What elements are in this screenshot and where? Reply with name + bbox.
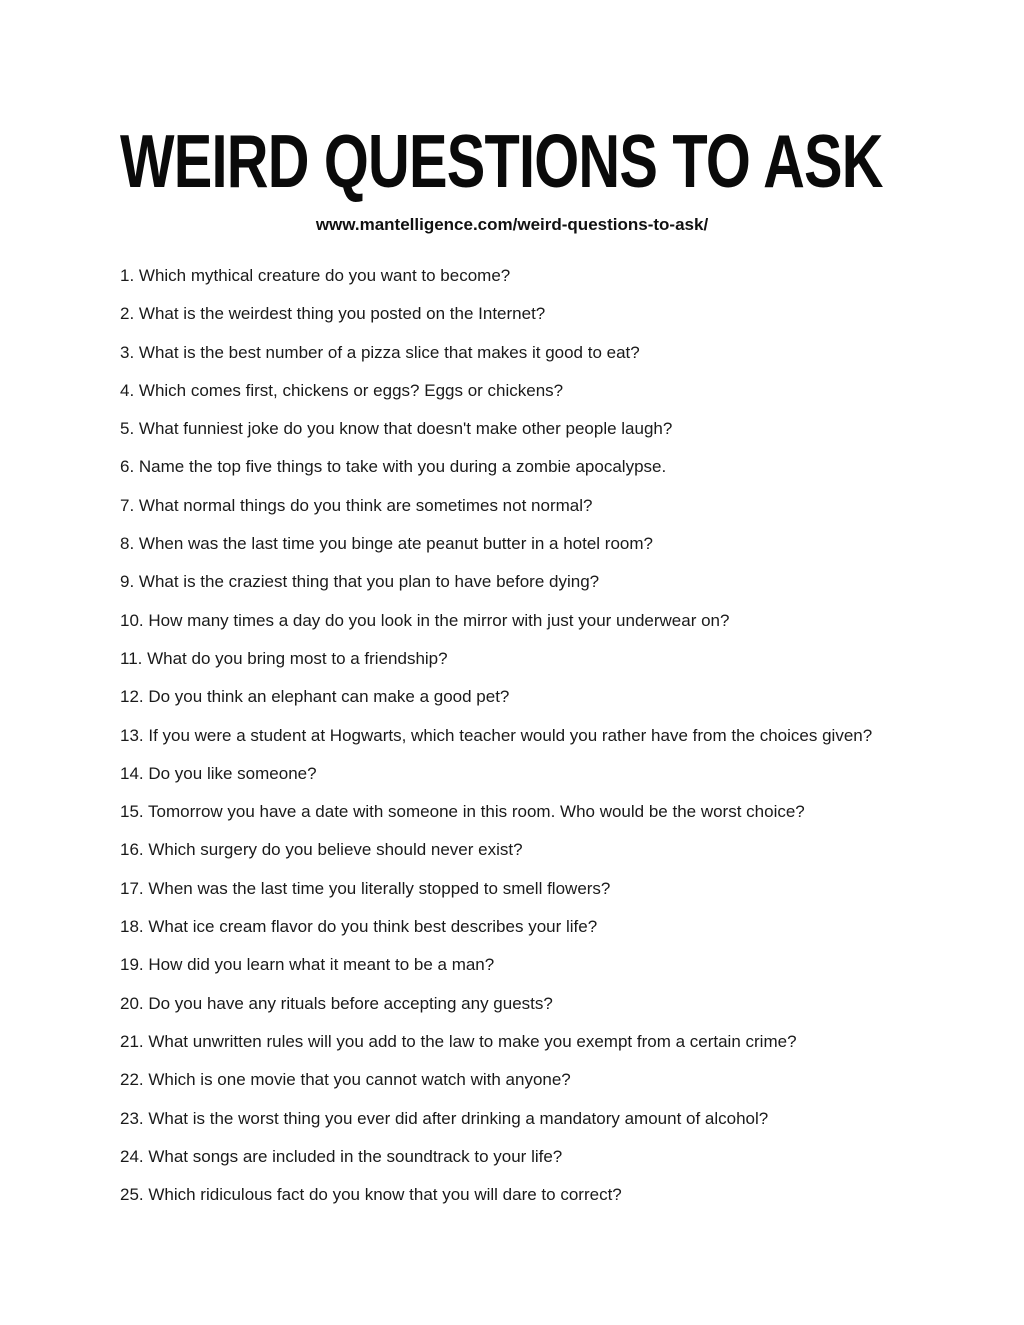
page-title: WEIRD QUESTIONS TO ASK xyxy=(120,119,883,203)
question-item: 8. When was the last time you binge ate peanut butter in a hotel room? xyxy=(120,534,653,554)
question-item: 21. What unwritten rules will you add to the law to make you exempt from a certain crime? xyxy=(120,1031,797,1051)
question-item: 23. What is the worst thing you ever did after drinking a mandatory amount of alcohol? xyxy=(120,1108,769,1128)
question-list xyxy=(120,265,924,1205)
question-item: 18. What ice cream flavor do you think best describes your life? xyxy=(120,917,598,937)
question-item: 24. What songs are included in the soundtrack to your life? xyxy=(120,1146,563,1166)
question-item: 3. What is the best number of a pizza slice that makes it good to eat? xyxy=(120,342,640,362)
question-item: 12. Do you think an elephant can make a good pet? xyxy=(120,687,510,707)
source-url: www.mantelligence.com/weird-questions-to-ask/ xyxy=(315,215,709,234)
question-item: 1. Which mythical creature do you want to become? xyxy=(120,266,511,285)
question-item: 10. How many times a day do you look in the mirror with just your underwear on? xyxy=(120,610,730,630)
question-item: 25. Which ridiculous fact do you know that you will dare to correct? xyxy=(120,1185,622,1205)
question-item: 15. Tomorrow you have a date with someone in this room. Who would be the worst choice? xyxy=(120,802,805,822)
question-item: 14. Do you like someone? xyxy=(120,763,317,783)
question-item: 16. Which surgery do you believe should never exist? xyxy=(120,840,523,860)
question-item: 22. Which is one movie that you cannot watch with anyone? xyxy=(120,1070,571,1090)
question-item: 4. Which comes first, chickens or eggs? Eggs or chickens? xyxy=(120,380,564,400)
question-item: 5. What funniest joke do you know that doesn't make other people laugh? xyxy=(120,419,673,439)
question-item: 2. What is the weirdest thing you posted on the Internet? xyxy=(120,304,546,324)
question-item: 13. If you were a student at Hogwarts, which teacher would you rather have from the choices given? xyxy=(120,725,873,745)
question-item: 19. How did you learn what it meant to be a man? xyxy=(120,955,495,975)
question-item: 11. What do you bring most to a friendship? xyxy=(120,648,448,668)
question-item: 9. What is the craziest thing that you plan to have before dying? xyxy=(120,572,600,592)
question-item: 7. What normal things do you think are sometimes not normal? xyxy=(120,495,593,515)
question-item: 20. Do you have any rituals before accepting any guests? xyxy=(120,993,553,1013)
question-item: 17. When was the last time you literally stopped to smell flowers? xyxy=(120,878,611,898)
question-item: 6. Name the top five things to take with you during a zombie apocalypse. xyxy=(120,457,667,477)
